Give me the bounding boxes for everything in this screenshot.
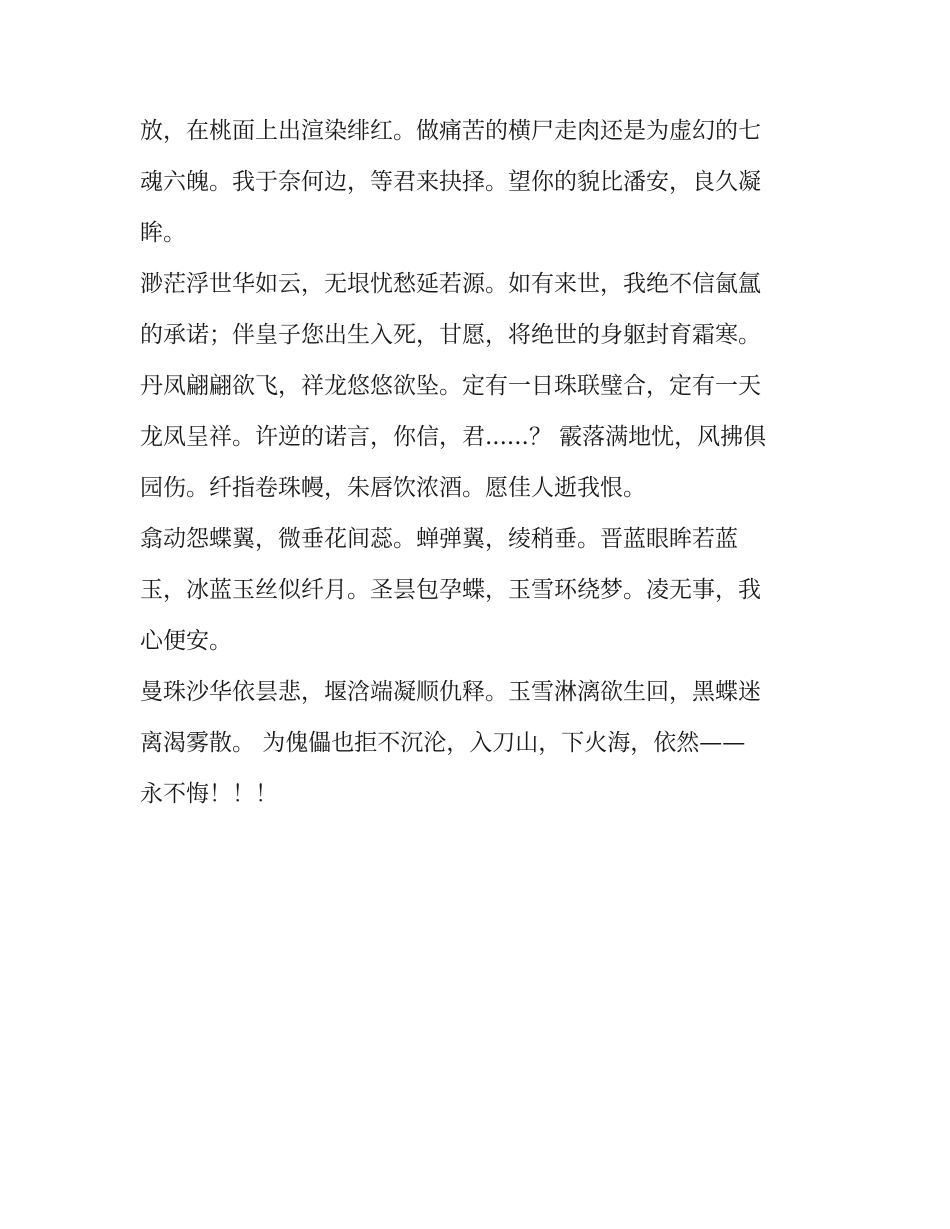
text-line: 心便安。 (140, 628, 232, 654)
body-text (140, 106, 830, 820)
text-line: 曼珠沙华依昙悲，堰浛端凝顺仇释。玉雪淋漓欲生回，黑蝶迷 (140, 679, 761, 705)
text-line: 永不悔！！！ (140, 781, 278, 807)
text-line: 丹凤翩翩欲飞，祥龙悠悠欲坠。定有一日珠联璧合，定有一天 (140, 373, 761, 399)
text-line: 魂六魄。我于奈何边，等君来抉择。望你的貌比潘安，良久凝 (140, 169, 761, 195)
text-line: 离渴雾散。 为傀儡也拒不沉沦，入刀山，下火海，依然—— (140, 730, 746, 756)
text-line: 渺茫浮世华如云，无垠忧愁延若源。如有来世，我绝不信氤氲 (140, 271, 761, 297)
text-line: 眸。 (140, 220, 186, 246)
text-line: 龙凤呈祥。许逆的诺言，你信，君......？ 霰落满地忧，风拂俱 (140, 424, 767, 450)
text-line: 的承诺；伴皇子您出生入死，甘愿，将绝世的身躯封育霜寒。 (140, 322, 761, 348)
text-line: 放，在桃面上出渲染绯红。做痛苦的横尸走肉还是为虚幻的七 (140, 118, 761, 144)
text-line: 玉，冰蓝玉丝似纤月。圣昙包孕蝶，玉雪环绕梦。凌无事，我 (140, 577, 761, 603)
text-line: 园伤。纤指卷珠幔，朱唇饮浓酒。愿佳人逝我恨。 (140, 475, 646, 501)
text-line: 翕动怨蝶翼，微垂花间蕊。蝉弹翼，绫稍垂。晋蓝眼眸若蓝 (140, 526, 738, 552)
